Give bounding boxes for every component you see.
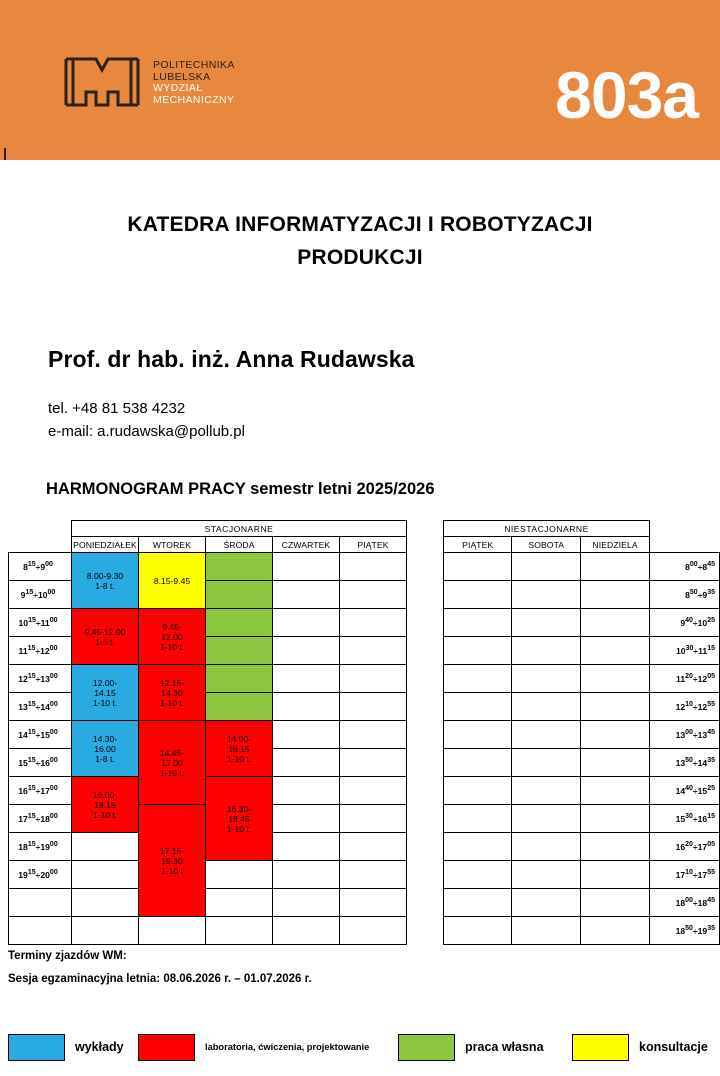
time-label	[9, 917, 72, 945]
empty-slot[interactable]	[444, 581, 512, 609]
table-header-row-days	[444, 537, 720, 553]
time-label: $12^{10}\div 12^{55}$	[650, 693, 720, 721]
empty-slot[interactable]	[444, 665, 512, 693]
empty-slot[interactable]	[340, 721, 407, 749]
table-title-stacjonarne: STACJONARNE	[72, 521, 407, 537]
time-label	[9, 889, 72, 917]
table-row	[444, 833, 720, 861]
logo-line-mechaniczny: MECHANICZNY	[153, 93, 235, 106]
empty-slot[interactable]	[340, 637, 407, 665]
empty-slot[interactable]	[206, 889, 273, 917]
empty-slot[interactable]	[340, 833, 407, 861]
empty-slot[interactable]	[340, 581, 407, 609]
schedule-event-laboratoria[interactable]: 16.00- 18.15 1-10 t.	[72, 777, 139, 833]
empty-slot[interactable]	[340, 805, 407, 833]
department-title-line1: KATEDRA INFORMATYZACJI I ROBOTYZACJI	[127, 213, 593, 236]
empty-slot[interactable]	[512, 749, 581, 777]
university-logo	[63, 56, 235, 108]
empty-slot[interactable]	[273, 749, 340, 777]
time-label: $19^{15}\div 20^{00}$	[9, 861, 72, 889]
schedule-event-wyklady[interactable]: 12.00- 14.15 1-10 t.	[72, 665, 139, 721]
corner-cell	[650, 537, 720, 553]
header-banner	[0, 0, 720, 160]
schedule-event-praca-wlasna[interactable]	[206, 665, 273, 693]
time-label: $11^{20}\div 12^{05}$	[650, 665, 720, 693]
schedule-heading: HARMONOGRAM PRACY semestr letni 2025/2026	[46, 480, 435, 498]
contact-block	[48, 397, 245, 443]
table-row	[9, 777, 407, 805]
table-row	[9, 553, 407, 581]
table-row	[444, 637, 720, 665]
empty-slot[interactable]	[512, 553, 581, 581]
empty-slot[interactable]	[581, 805, 650, 833]
table-row	[444, 721, 720, 749]
table-row	[9, 721, 407, 749]
empty-slot[interactable]	[581, 861, 650, 889]
schedule-event-konsultacje[interactable]: 8.15-9.45	[139, 553, 206, 609]
empty-slot[interactable]	[444, 861, 512, 889]
empty-slot[interactable]	[340, 749, 407, 777]
table-row	[444, 581, 720, 609]
empty-slot[interactable]	[581, 749, 650, 777]
table-row	[9, 917, 407, 945]
empty-slot[interactable]	[340, 693, 407, 721]
schedule-event-laboratoria[interactable]: 17.15- 19.30 1-10 t	[139, 805, 206, 917]
time-label: $15^{30}\div 16^{15}$	[650, 805, 720, 833]
empty-slot[interactable]	[340, 665, 407, 693]
empty-slot[interactable]	[273, 665, 340, 693]
table-row	[444, 553, 720, 581]
empty-slot[interactable]	[444, 889, 512, 917]
table-row	[444, 777, 720, 805]
empty-slot[interactable]	[340, 861, 407, 889]
table-row	[9, 665, 407, 693]
day-header-poniedzialek: PONIEDZIAŁEK	[72, 537, 139, 553]
footer-notes	[8, 945, 312, 991]
politechnika-lubelska-logo-icon	[63, 56, 141, 108]
empty-slot[interactable]	[340, 917, 407, 945]
time-label: $13^{00}\div 13^{45}$	[650, 721, 720, 749]
table-header-row-days	[9, 537, 407, 553]
empty-slot[interactable]	[273, 777, 340, 805]
empty-slot[interactable]	[512, 693, 581, 721]
table-row	[444, 693, 720, 721]
table-header-row-title	[444, 521, 720, 537]
empty-slot[interactable]	[512, 777, 581, 805]
empty-slot[interactable]	[273, 833, 340, 861]
schedule-event-laboratoria[interactable]: 14.45- 17.00 1-10 t.	[139, 721, 206, 805]
empty-slot[interactable]	[444, 553, 512, 581]
time-label: $18^{00}\div 18^{45}$	[650, 889, 720, 917]
room-number: 803a	[555, 58, 698, 132]
time-label: $8^{00}\div 8^{45}$	[650, 553, 720, 581]
empty-slot[interactable]	[273, 637, 340, 665]
empty-slot[interactable]	[72, 917, 139, 945]
schedule-event-praca-wlasna[interactable]	[206, 609, 273, 637]
time-label: $18^{50}\div 19^{35}$	[650, 917, 720, 945]
table-row	[444, 805, 720, 833]
table-title-niestacjonarne: NIESTACJONARNE	[444, 521, 650, 537]
empty-slot[interactable]	[444, 777, 512, 805]
empty-slot[interactable]	[581, 833, 650, 861]
corner-cell	[650, 521, 720, 537]
empty-slot[interactable]	[444, 749, 512, 777]
empty-slot[interactable]	[444, 609, 512, 637]
table-row	[9, 609, 407, 637]
legend-label: wykłady	[75, 1040, 124, 1054]
empty-slot[interactable]	[72, 861, 139, 889]
corner-cell	[9, 537, 72, 553]
empty-slot[interactable]	[444, 693, 512, 721]
note-sesja: Sesja egzaminacyjna letnia: 08.06.2026 r. – 01.07.2026 r.	[8, 973, 312, 985]
logo-line-politechnika: POLITECHNIKA	[153, 59, 235, 71]
schedule-event-laboratoria[interactable]: 14.00- 16.15 1-10 t.	[206, 721, 273, 777]
table-row	[444, 609, 720, 637]
empty-slot[interactable]	[581, 693, 650, 721]
schedule-event-laboratoria[interactable]: 16.30- 18.45 1-10 t.	[206, 777, 273, 861]
legend-swatch	[572, 1034, 629, 1061]
empty-slot[interactable]	[273, 581, 340, 609]
empty-slot[interactable]	[340, 777, 407, 805]
empty-slot[interactable]	[72, 889, 139, 917]
table-row	[444, 665, 720, 693]
empty-slot[interactable]	[581, 581, 650, 609]
empty-slot[interactable]	[72, 833, 139, 861]
schedule-event-laboratoria[interactable]: 9.45-12.00 1-5 t.	[72, 609, 139, 665]
banner-tick-mark	[4, 148, 6, 160]
day-header-wtorek: WTOREK	[139, 537, 206, 553]
schedule-table-niestacjonarne	[443, 520, 720, 945]
table-row	[9, 861, 407, 889]
table-row	[9, 889, 407, 917]
empty-slot[interactable]	[512, 581, 581, 609]
time-label: $13^{50}\div 14^{35}$	[650, 749, 720, 777]
time-label: $13^{15}\div 14^{00}$	[9, 693, 72, 721]
schedule-event-praca-wlasna[interactable]	[206, 581, 273, 609]
empty-slot[interactable]	[512, 861, 581, 889]
empty-slot[interactable]	[444, 917, 512, 945]
time-label: $11^{15}\div 12^{00}$	[9, 637, 72, 665]
day-header-sobota: SOBOTA	[512, 537, 581, 553]
empty-slot[interactable]	[273, 609, 340, 637]
legend-item	[572, 1030, 708, 1064]
empty-slot[interactable]	[273, 805, 340, 833]
corner-cell	[9, 521, 72, 537]
schedule-event-wyklady[interactable]: 8.00-9.30 1-8 t.	[72, 553, 139, 609]
empty-slot[interactable]	[581, 777, 650, 805]
empty-slot[interactable]	[512, 917, 581, 945]
schedule-event-laboratoria[interactable]: 9.45- 12.00 1-10 t.	[139, 609, 206, 665]
legend-swatch	[8, 1034, 65, 1061]
time-label: $16^{15}\div 17^{00}$	[9, 777, 72, 805]
logo-line-lubelska: LUBELSKA	[153, 70, 211, 83]
day-header-sroda: ŚRODA	[206, 537, 273, 553]
legend-swatch	[138, 1034, 195, 1061]
department-title	[0, 208, 720, 274]
empty-slot[interactable]	[340, 553, 407, 581]
empty-slot[interactable]	[512, 665, 581, 693]
schedule-event-laboratoria[interactable]: 12.15- 14.30 1-10 t.	[139, 665, 206, 721]
empty-slot[interactable]	[340, 889, 407, 917]
empty-slot[interactable]	[273, 889, 340, 917]
empty-slot[interactable]	[444, 805, 512, 833]
time-label: $14^{15}\div 15^{00}$	[9, 721, 72, 749]
time-label: $17^{15}\div 18^{00}$	[9, 805, 72, 833]
time-label: $8^{50}\div 9^{35}$	[650, 581, 720, 609]
empty-slot[interactable]	[512, 637, 581, 665]
table-row	[444, 917, 720, 945]
time-label: $9^{40}\div 10^{25}$	[650, 609, 720, 637]
person-name: Prof. dr hab. inż. Anna Rudawska	[48, 346, 415, 372]
day-header-piatek: PIĄTEK	[444, 537, 512, 553]
legend-item	[138, 1030, 369, 1064]
table-row	[444, 861, 720, 889]
empty-slot[interactable]	[206, 861, 273, 889]
empty-slot[interactable]	[340, 609, 407, 637]
empty-slot[interactable]	[444, 833, 512, 861]
legend-label: laboratoria, ćwiczenia, projektowanie	[205, 1042, 370, 1052]
legend-swatch	[398, 1034, 455, 1061]
table-row	[444, 749, 720, 777]
schedule-event-praca-wlasna[interactable]	[206, 693, 273, 721]
empty-slot[interactable]	[512, 833, 581, 861]
empty-slot[interactable]	[139, 917, 206, 945]
time-label: $8^{15}\div 9^{00}$	[9, 553, 72, 581]
empty-slot[interactable]	[512, 805, 581, 833]
note-zjazdy: Terminy zjazdów WM:	[8, 950, 127, 962]
day-header-piatek: PIĄTEK	[340, 537, 407, 553]
time-label: $16^{20}\div 17^{05}$	[650, 833, 720, 861]
phone-line: tel. +48 81 538 4232	[48, 400, 186, 417]
time-label: $12^{15}\div 13^{00}$	[9, 665, 72, 693]
legend-label: praca własna	[465, 1040, 544, 1054]
empty-slot[interactable]	[512, 721, 581, 749]
day-header-czwartek: CZWARTEK	[273, 537, 340, 553]
schedule-event-praca-wlasna[interactable]	[206, 553, 273, 581]
table-row	[9, 637, 407, 665]
table-row	[9, 693, 407, 721]
empty-slot[interactable]	[273, 553, 340, 581]
empty-slot[interactable]	[273, 721, 340, 749]
empty-slot[interactable]	[581, 665, 650, 693]
schedule-event-praca-wlasna[interactable]	[206, 637, 273, 665]
empty-slot[interactable]	[581, 553, 650, 581]
time-label: $15^{15}\div 16^{00}$	[9, 749, 72, 777]
table-header-row-title	[9, 521, 407, 537]
legend	[8, 1030, 712, 1064]
empty-slot[interactable]	[581, 637, 650, 665]
schedule-table-stacjonarne	[8, 520, 407, 945]
empty-slot[interactable]	[206, 917, 273, 945]
table-row	[9, 581, 407, 609]
logo-line-wydzial: WYDZIAŁ	[153, 82, 203, 95]
legend-label: konsultacje	[639, 1040, 708, 1054]
day-header-niedziela: NIEDZIELA	[581, 537, 650, 553]
legend-item	[8, 1030, 124, 1064]
time-label: $10^{15}\div 11^{00}$	[9, 609, 72, 637]
empty-slot[interactable]	[444, 637, 512, 665]
empty-slot[interactable]	[444, 721, 512, 749]
schedule-event-wyklady[interactable]: 14.30- 16.00 1-8 t.	[72, 721, 139, 777]
empty-slot[interactable]	[581, 917, 650, 945]
time-label: $9^{15}\div 10^{00}$	[9, 581, 72, 609]
time-label: $14^{40}\div 15^{25}$	[650, 777, 720, 805]
empty-slot[interactable]	[512, 889, 581, 917]
empty-slot[interactable]	[581, 721, 650, 749]
time-label: $10^{30}\div 11^{15}$	[650, 637, 720, 665]
empty-slot[interactable]	[273, 917, 340, 945]
legend-item	[398, 1030, 544, 1064]
email-line: e-mail: a.rudawska@pollub.pl	[48, 423, 245, 440]
empty-slot[interactable]	[581, 609, 650, 637]
time-label: $17^{10}\div 17^{55}$	[650, 861, 720, 889]
empty-slot[interactable]	[273, 693, 340, 721]
empty-slot[interactable]	[273, 861, 340, 889]
department-title-line2: PRODUKCJI	[297, 246, 423, 269]
table-row	[444, 889, 720, 917]
empty-slot[interactable]	[581, 889, 650, 917]
time-label: $18^{15}\div 19^{00}$	[9, 833, 72, 861]
empty-slot[interactable]	[512, 609, 581, 637]
